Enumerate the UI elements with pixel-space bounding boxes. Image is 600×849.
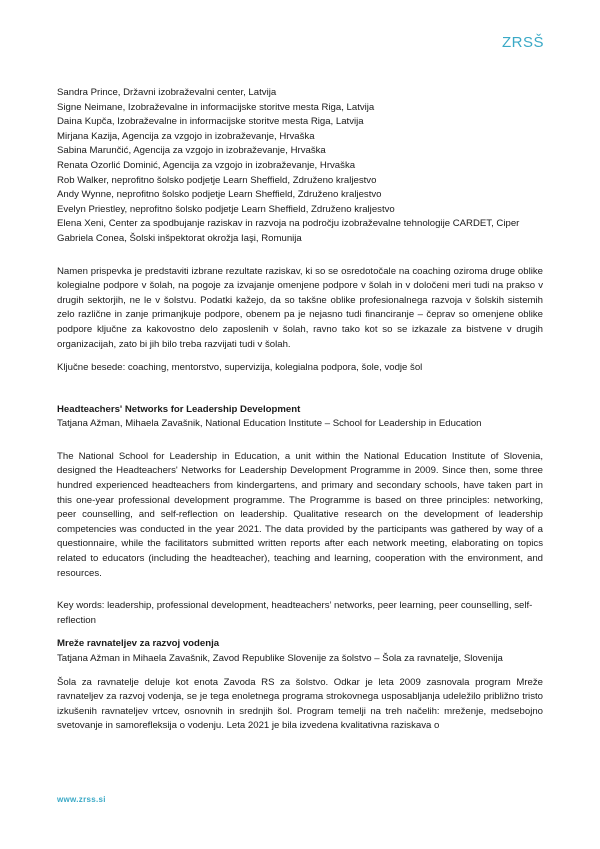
keywords: Ključne besede: coaching, mentorstvo, supervizija, kolegialna podpora, šole, vodje šol — [57, 362, 423, 374]
logo-text: ZRSŠ — [502, 34, 545, 51]
abstract-paragraph: Namen prispevka je predstaviti izbrane rezultate raziskav, ki so se osredotočale na coaching oziroma druge oblike kolegialne podpore v šolah, na pogoje za izvajanje omenjene podpore v šolah in v določeni meri tudi na prakso v drugih sektorjih, ne le v šolstvu. Podatki kažejo, da so takšne oblike profesionalnega razvoja v šolskih sistemih zelo različne in zanje primanjkuje podpore, obenem pa je nejasno tudi financiranje – čeprav so omenjene oblike podpore ključne za kakovostno delo zaposlenih v šolah, ravno tako kot so se izkazale za bistvene v drugih organizacijah, zato bi jih bilo treba razvijati tudi v šolah. — [57, 265, 543, 350]
author-line: Mirjana Kazija, Agencija za vzgojo in izobraževanje, Hrvaška — [57, 130, 315, 142]
section-title-sl: Mreže ravnateljev za razvoj vodenja — [57, 638, 220, 650]
author-line: Signe Neimane, Izobraževalne in informacijske storitve mesta Riga, Latvija — [57, 101, 375, 113]
section-authors-en: Tatjana Ažman, Mihaela Zavašnik, National Education Institute – School for Leadership in Education — [57, 418, 482, 430]
section-authors-sl: Tatjana Ažman in Mihaela Zavašnik, Zavod Republike Slovenije za šolstvo – Šola za ravnatelje, Slovenija — [57, 653, 503, 664]
author-line: Rob Walker, neprofitno šolsko podjetje Learn Sheffield, Združeno kraljestvo — [57, 174, 377, 186]
abstract-paragraph-sl: Šola za ravnatelje deluje kot enota Zavoda RS za šolstvo. Odkar je leta 2009 zasnovala program Mreže ravnateljev za razvoj vodenja, se je tega enoletnega programa strokovnega usposabljanja udeležilo približno tristo izkušenih ravnateljev vrtcev, osnovnih in srednjih šol. Program temelji na treh načelih: mreženje, medsebojno svetovanje in samorefleksija o vodenju. Leta 2021 je bila izvedena kvalitativna raziskava o — [57, 676, 543, 732]
author-line: Gabriela Conea, Šolski inšpektorat okrožja Iaşi, Romunija — [57, 232, 302, 244]
zrss-logo — [502, 34, 548, 56]
section-title-en: Headteachers' Networks for Leadership Development — [57, 403, 301, 415]
author-line: Evelyn Priestley, neprofitno šolsko podjetje Learn Sheffield, Združeno kraljestvo — [57, 203, 395, 215]
author-line: Renata Ozorlić Dominić, Agencija za vzgojo in izobraževanje, Hrvaška — [57, 159, 356, 171]
author-line: Sabina Marunčić, Agencija za vzgojo in izobraževanje, Hrvaška — [57, 145, 326, 157]
page-content — [57, 86, 543, 734]
footer-url[interactable]: www.zrss.si — [57, 795, 106, 804]
keywords-en: Key words: leadership, professional development, headteachers’ networks, peer learning, peer counselling, self-reflection — [57, 600, 533, 626]
author-line: Sandra Prince, Državni izobraževalni center, Latvija — [57, 87, 277, 98]
author-line: Elena Xeni, Center za spodbujanje raziskav in razvoja na področju izobraževalne tehnologije CARDET, Ciper — [57, 218, 520, 230]
abstract-paragraph-en: The National School for Leadership in Education, a unit within the National Education Institute of Slovenia, designed the Headteachers' Networks for Leadership Development Programme in 2009. Since then, some three hundred experienced headteachers from kindergartens, and primary and secondary schools, have taken part in this one-year professional development programme. The Programme is based on three principles: networking, peer counselling, and self-reflection on leadership. Qualitative research on the development of leadership competencies was conducted in the year 2021. The data provided by the participants was gathered by way of a questionnaire, while the facilitators submitted written reports after each network meeting, elaborating on topics related to educators (including the headteacher), teaching and learning, cooperation with the environment, and resources. — [57, 450, 543, 579]
author-list — [57, 86, 543, 247]
author-line: Daina Kupča, Izobraževalne in informacijske storitve mesta Riga, Latvija — [57, 116, 364, 128]
author-line: Andy Wynne, neprofitno šolsko podjetje Learn Sheffield, Združeno kraljestvo — [57, 189, 382, 201]
